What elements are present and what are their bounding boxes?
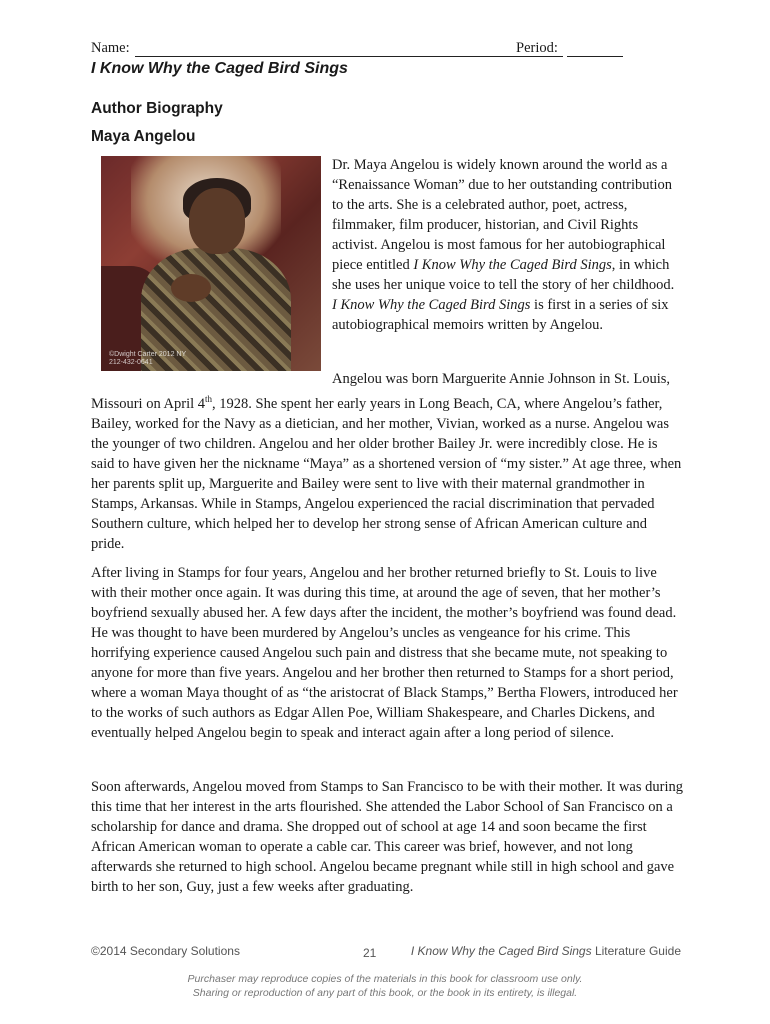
- birth-ordinal-suffix: th: [205, 394, 213, 404]
- period-blank-line: [567, 56, 623, 57]
- intro-book-title: I Know Why the Caged Bird Sings: [332, 297, 531, 313]
- guide-suffix: Literature Guide: [591, 944, 681, 958]
- stamps-paragraph: After living in Stamps for four years, Angelou and her brother returned briefly to St. Louis to live with their mother once again. It was during this time, at around the age of seven, that her mother’s boyfriend sexually abused her. A few days after the incident, the mother’s boyfriend was found dead. He was thought to have been murdered by Angelou’s uncles as vengeance for his crime. This horrifying experience caused Angelou such pain and distress that she became mute, not speaking to anyone for more than five years. Angelou and her brother then returned to Stamps for a short period, where a woman Maya thought of as “the aristocrat of Black Stamps,” Bertha Flowers, introduced her to the works of such authors as Edgar Allen Poe, William Shakespeare, and Charles Dickens, and eventually helped Angelou begin to speak and interact again after a long period of silence.: [91, 565, 678, 741]
- photo-figure-head: [189, 188, 245, 254]
- intro-text-run: , in which she uses her unique voice to tell the story of her childhood.: [332, 257, 675, 293]
- name-label: Name:: [91, 40, 130, 56]
- intro-text-run: Dr. Maya Angelou is widely known around the world as a “Renaissance Woman” due to her outstanding contribution to the arts. She is a celebrated author, poet, actress, filmmaker, film producer, historian, and Civil Rights activist. Angelou is most famous for her autobiographical piece entitled: [332, 157, 673, 273]
- section-title: Author Biography: [91, 100, 223, 117]
- birth-text-part2: , 1928. She spent her early years in Long Beach, CA, where Angelou’s father, Bailey, worked for the Navy as a dietician, and her mother, Vivian, worked as a nurse. Angelou was the younger of two children. Angelou and her older brother Bailey Jr. were incredibly close. He is said to have given her the nickname “Maya” as a shortened version of “my sister.” At age three, when her parents split up, Marguerite and Bailey were sent to live with their maternal grandmother in Stamps, Arkansas. While in Stamps, Angelou experienced the racial discrimination that pervaded Southern culture, which helped her to develop her strong sense of African American culture and pride.: [91, 395, 682, 552]
- name-blank-line: [135, 56, 563, 57]
- guide-title: [411, 944, 681, 958]
- copyright-notice: [0, 972, 770, 1000]
- photo-figure-hand: [171, 274, 211, 302]
- copyright-text: ©2014 Secondary Solutions: [91, 944, 240, 958]
- book-title: I Know Why the Caged Bird Sings: [91, 60, 348, 77]
- notice-line-1: Purchaser may reproduce copies of the materials in this book for classroom use only.: [187, 973, 583, 985]
- guide-book-title: I Know Why the Caged Bird Sings: [410, 944, 592, 958]
- intro-text-run: is first in a series of six autobiographical memoirs written by Angelou.: [332, 297, 669, 333]
- page-footer: [91, 944, 681, 962]
- birth-paragraph: [91, 369, 683, 554]
- photo-credit: ©Dwight Carter 2012 NY 212-432-0641: [109, 351, 187, 366]
- page-number: 21: [363, 946, 377, 960]
- san-francisco-paragraph: Soon afterwards, Angelou moved from Stamps to San Francisco to be with their mother. It was during this time that her interest in the arts flourished. She attended the Labor School of San Francisco on a scholarship for dance and drama. She dropped out of school at age 14 and soon became the first African American woman to operate a cable car. This career was brief, however, and not long afterwards she returned to high school. Angelou became pregnant while still in high school and gave birth to her son, Guy, just a few weeks after graduating.: [91, 779, 683, 895]
- intro-book-title: I Know Why the Caged Bird Sings: [413, 257, 612, 273]
- notice-line-2: Sharing or reproduction of any part of this book, or the book in its entirety, is illegal.: [192, 987, 578, 999]
- period-label: Period:: [516, 40, 558, 56]
- intro-paragraph: [332, 155, 682, 335]
- worksheet-header: [91, 40, 624, 62]
- author-photo: [101, 156, 321, 371]
- birth-text-part1: Angelou was born Marguerite Annie Johnson in St. Louis, Missouri on April 4: [91, 371, 671, 412]
- author-name: Maya Angelou: [91, 128, 196, 145]
